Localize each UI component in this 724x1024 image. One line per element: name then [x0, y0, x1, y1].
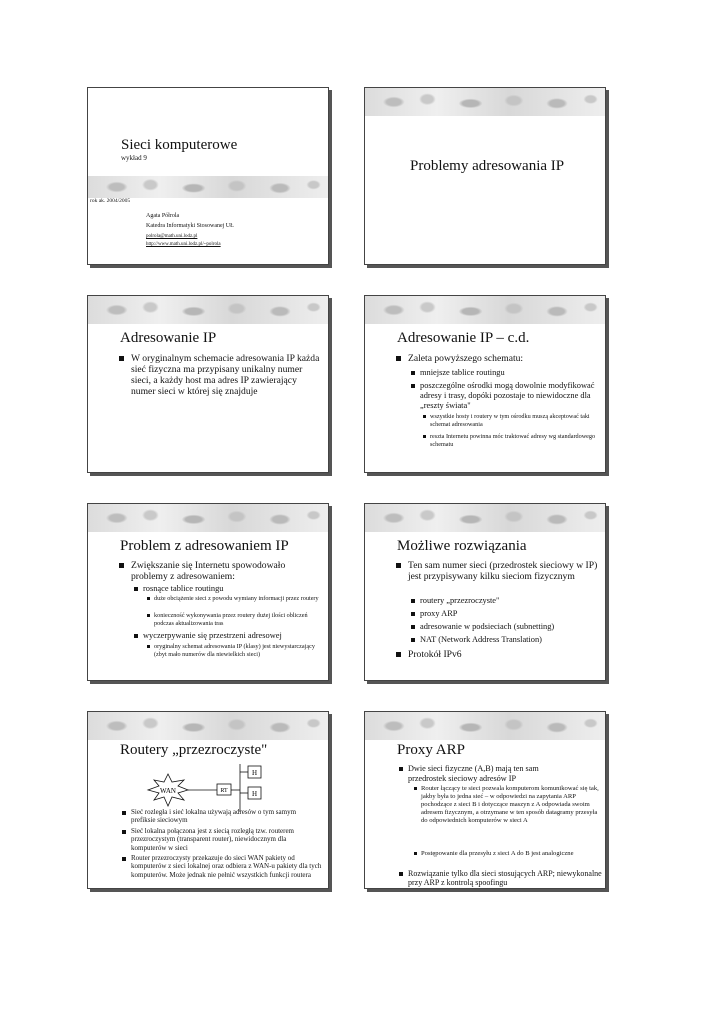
- slide-title: Routery „przezroczyste": [120, 742, 268, 758]
- sub-bullet: rosnące tablice routingu: [143, 584, 323, 594]
- slide-title: Proxy ARP: [397, 742, 465, 758]
- host-label: H: [251, 769, 258, 777]
- sub-bullet: poszczególne ośrodki mogą dowolnie modyfikować adresy i trasy, dopóki pozostaje to niewidoczne dla „reszty świata": [420, 381, 600, 411]
- bullet: W oryginalnym schemacie adresowania IP każda sieć fizyczna ma przypisany unikalny numer sieci, a każdy host ma adres IP zawierający numer sieci w której się znajduje: [131, 353, 323, 397]
- sub-bullet: routery „przezroczyste": [420, 596, 600, 606]
- sub-sub-bullet: konieczność wykonywania przez routery dużej ilości obliczeń podczas aktualizowania tras: [154, 612, 319, 627]
- sub-sub-bullet: duże obciążenie sieci z powodu wymiany informacji przez routery: [154, 595, 319, 602]
- slide-8: [364, 711, 606, 889]
- slide-3: [87, 295, 329, 473]
- slide-banner: [88, 504, 328, 532]
- slide-title: Sieci komputerowe: [121, 137, 238, 153]
- sub-bullet: proxy ARP: [420, 609, 600, 619]
- bullet: Zwiększanie się Internetu spowodowało problemy z adresowaniem:: [131, 560, 291, 582]
- sub-bullet: NAT (Network Address Translation): [420, 635, 605, 645]
- department: Katedra Informatyki Stosowanej UŁ: [146, 223, 234, 229]
- slide-banner: [365, 712, 605, 740]
- sub-sub-bullet: oryginalny schemat adresowania IP (klasy) jest niewystarczający (zbyt mało numerów dla niewielkich sieci): [154, 643, 319, 658]
- sub-sub-bullet: wszystkie hosty i routery w tym ośrodku muszą akceptować taki schemat adresowania: [430, 413, 600, 428]
- slide-2: [364, 87, 606, 265]
- slide-banner: [365, 296, 605, 324]
- slide-title: Możliwe rozwiązania: [397, 538, 527, 554]
- author-name: Agata Półrola: [146, 213, 180, 219]
- email-link[interactable]: polrola@math.uni.lodz.pl: [146, 234, 198, 239]
- bullet: Rozwiązanie tylko dla sieci stosujących ARP; niewykonalne przy ARP z kontrolą spoofingu: [408, 869, 602, 887]
- bullet: Protokół IPv6: [408, 649, 600, 660]
- slide-1: [87, 87, 329, 265]
- sub-sub-bullet: reszta Internetu powinna móc traktować adresy wg standardowego schematu: [430, 433, 600, 448]
- url-link[interactable]: http://www.math.uni.lodz.pl/~polrola: [146, 242, 221, 247]
- sub-bullet: mniejsze tablice routingu: [420, 368, 600, 378]
- academic-year: rok ak. 2004/2005: [90, 198, 131, 204]
- slide-banner: [88, 176, 328, 198]
- slide-7: [87, 711, 329, 889]
- router-label: RT: [220, 788, 228, 794]
- bullet: Dwie sieci fizyczne (A,B) mają ten sam przedrostek sieciowy adresów IP: [408, 764, 573, 783]
- sub-bullet: wyczerpywanie się przestrzeni adresowej: [143, 631, 323, 641]
- wan-label: WAN: [160, 787, 176, 795]
- slide-title: Adresowanie IP: [120, 330, 217, 346]
- bullet: Sieć rozległa i sieć lokalna używają adresów o tym samym prefiksie sieciowym: [131, 808, 321, 825]
- bullet: Sieć lokalna połączona jest z siecią rozległą tzw. routerem przezroczystym (transparent router), niewidocznym dla komputerów w sieci: [131, 827, 323, 852]
- bullet: Router przezroczysty przekazuje do sieci WAN pakiety od komputerów z sieci lokalnej oraz odbiera z WAN-u pakiety dla tych komputerów. Może jednak nie pełnić wszystkich funkcji routera: [131, 854, 322, 879]
- slide-banner: [88, 712, 328, 740]
- slide-title: Adresowanie IP – c.d.: [397, 330, 530, 346]
- sub-bullet: Router łączący te sieci pozwala komputerom komunikować się tak, jakby była to jedna sieć – w odpowiedzi na zapytania ARP pochodzące z sieci B i dotyczące maszyn z A odpowiada swoim adresem fizycznym, a otrzymane w ten sposób datagramy przesyła do odpowiednich komputerów w sieci A: [421, 785, 601, 825]
- slide-subtitle: wykład 9: [121, 154, 147, 162]
- slide-4: [364, 295, 606, 473]
- sub-bullet: adresowanie w podsieciach (subnetting): [420, 622, 605, 632]
- slide-title: Problemy adresowania IP: [410, 158, 565, 174]
- bullet: Ten sam numer sieci (przedrostek sieciowy w IP) jest przypisywany kilku sieciom fizycznym: [408, 560, 603, 582]
- slide-6: [364, 503, 606, 681]
- sub-bullet: Postępowanie dla przesyłu z sieci A do B jest analogiczne: [421, 850, 596, 858]
- slide-banner: [88, 296, 328, 324]
- slide-banner: [365, 504, 605, 532]
- host-label: H: [251, 790, 258, 798]
- slide-banner: [365, 88, 605, 116]
- bullet: Zaleta powyższego schematu:: [408, 353, 600, 364]
- slide-title: Problem z adresowaniem IP: [120, 538, 289, 554]
- slide-5: [87, 503, 329, 681]
